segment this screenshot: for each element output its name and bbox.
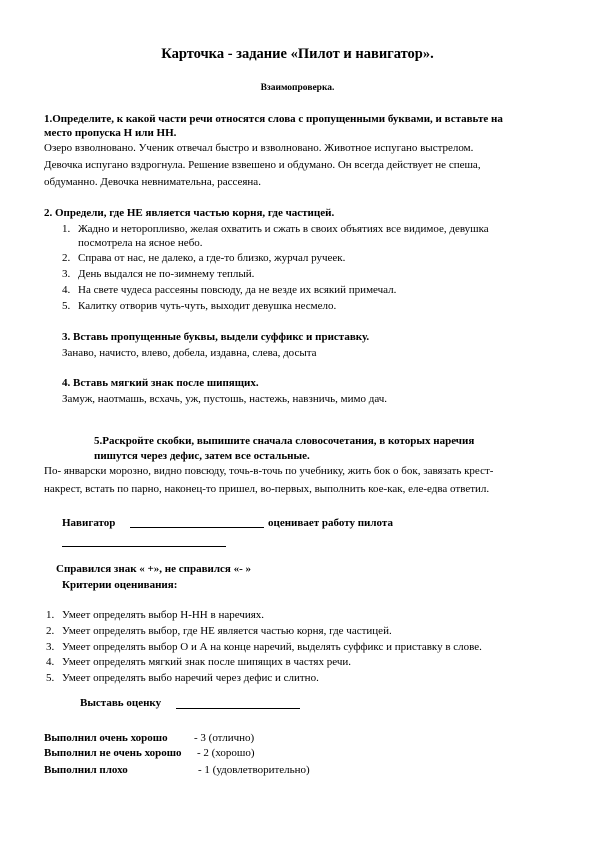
navigator-name-blank[interactable] xyxy=(130,527,264,528)
grade-row-value: - 1 (удовлетворительно) xyxy=(198,764,310,776)
task1-text-line: Девочка испугано вздрогнула. Решение взвешено и обдумано. Он всегда действует не спеша, xyxy=(44,159,481,171)
list-item-text: День выдался не по-зимнему теплый. xyxy=(78,268,255,280)
list-item-text: На свете чудеса рассеяны повсюду, да не везде их всякий примечал. xyxy=(78,284,397,296)
list-item-number: 3. xyxy=(46,641,55,653)
list-item-text: Умеет определять выбо наречий через дефис и слитно. xyxy=(62,672,319,684)
list-item-continuation: посмотрела на ясное небо. xyxy=(78,237,203,249)
task1-text-line: Озеро взволновано. Ученик отвечал быстро и взволновано. Животное испугано выстрелом. xyxy=(44,142,474,154)
grade-blank[interactable] xyxy=(176,708,300,709)
task5-text-line2: накрест, встать по парно, наконец-то пришел, во-первых, выполнить кое-как, еле-едва ответил. xyxy=(44,483,490,495)
list-item-number: 1. xyxy=(62,223,71,235)
list-item xyxy=(46,655,351,669)
page-title: Карточка - задание «Пилот и навигатор». xyxy=(161,46,434,62)
list-item xyxy=(46,671,319,685)
task5-heading-line1: 5.Раскройте скобки, выпишите сначала словосочетания, в которых наречия xyxy=(94,435,475,447)
task1-heading-line2: место пропуска Н или НН. xyxy=(44,127,177,139)
list-item xyxy=(62,251,345,265)
list-item xyxy=(62,283,396,297)
grade-row-label: Выполнил очень хорошо xyxy=(44,732,168,744)
list-item-text: Калитку отворив чуть-чуть, выходит девушка несмело. xyxy=(78,300,337,312)
grade-row-label: Выполнил не очень хорошо xyxy=(44,747,182,759)
list-item-number: 4. xyxy=(62,284,71,296)
task3-text: Занаво, начисто, влево, добела, издавна, слева, досыта xyxy=(62,347,317,359)
criteria-heading: Критерии оценивания: xyxy=(62,579,178,591)
list-item xyxy=(62,222,489,236)
task3-heading: 3. Вставь пропущенные буквы, выдели суффикс и приставку. xyxy=(62,331,370,343)
list-item xyxy=(46,640,482,654)
list-item-number: 3. xyxy=(62,268,71,280)
grade-label: Выставь оценку xyxy=(80,697,162,709)
list-item-text: Умеет определять выбор, где НЕ является частью корня, где частицей. xyxy=(62,625,392,637)
pilot-name-blank[interactable] xyxy=(62,546,226,547)
task5-heading-line2: пишутся через дефис, затем все остальные. xyxy=(94,450,310,462)
task2-heading: 2. Определи, где НЕ является частью корня, где частицей. xyxy=(44,207,335,219)
list-item-text: Умеет определять выбор Н-НН в наречиях. xyxy=(62,609,265,621)
grade-row-label: Выполнил плохо xyxy=(44,764,128,776)
list-item-text: Справа от нас, не далеко, а где-то близко, журчал ручеек. xyxy=(78,252,346,264)
list-item-number: 1. xyxy=(46,609,55,621)
page-subtitle: Взаимопроверка. xyxy=(260,83,335,93)
list-item-text: Умеет определять мягкий знак после шипящих в частях речи. xyxy=(62,656,352,668)
task5-text-line1: По- январски морозно, видно повсюду, точь-в-точь по учебнику, жить бок о бок, завязать крест- xyxy=(44,465,494,477)
list-item-number: 2. xyxy=(46,625,55,637)
list-item-text: Умеет определять выбор О и А на конце наречий, выделять суффикс и приставку в слове. xyxy=(62,641,482,653)
task4-text: Замуж, наотмашь, всхачь, уж, пустошь, настежь, навзничь, мимо дач. xyxy=(62,393,388,405)
grade-row-value: - 2 (хорошо) xyxy=(197,747,255,759)
list-item-number: 5. xyxy=(62,300,71,312)
list-item-text: Жадно и нетороплиsво, желая охватить и сжать в своих объятиях все видимое, девушка xyxy=(78,223,489,235)
list-item xyxy=(46,624,392,638)
navigator-label: Навигатор xyxy=(62,517,116,529)
task4-heading: 4. Вставь мягкий знак после шипящих. xyxy=(62,377,259,389)
task1-heading-line1: 1.Определите, к какой части речи относятся слова с пропущенными буквами, и вставьте на xyxy=(44,113,503,125)
list-item-number: 4. xyxy=(46,656,55,668)
list-item xyxy=(62,299,336,313)
grade-row-value: - 3 (отлично) xyxy=(194,732,255,744)
list-item-number: 5. xyxy=(46,672,55,684)
navigator-suffix: оценивает работу пилота xyxy=(268,517,393,529)
task1-text-line: обдуманно. Девочка невнимательна, рассеяна. xyxy=(44,176,261,188)
legend-text: Справился знак « +», не справился «- » xyxy=(56,563,252,575)
list-item-number: 2. xyxy=(62,252,71,264)
list-item xyxy=(62,267,254,281)
list-item xyxy=(46,608,264,622)
